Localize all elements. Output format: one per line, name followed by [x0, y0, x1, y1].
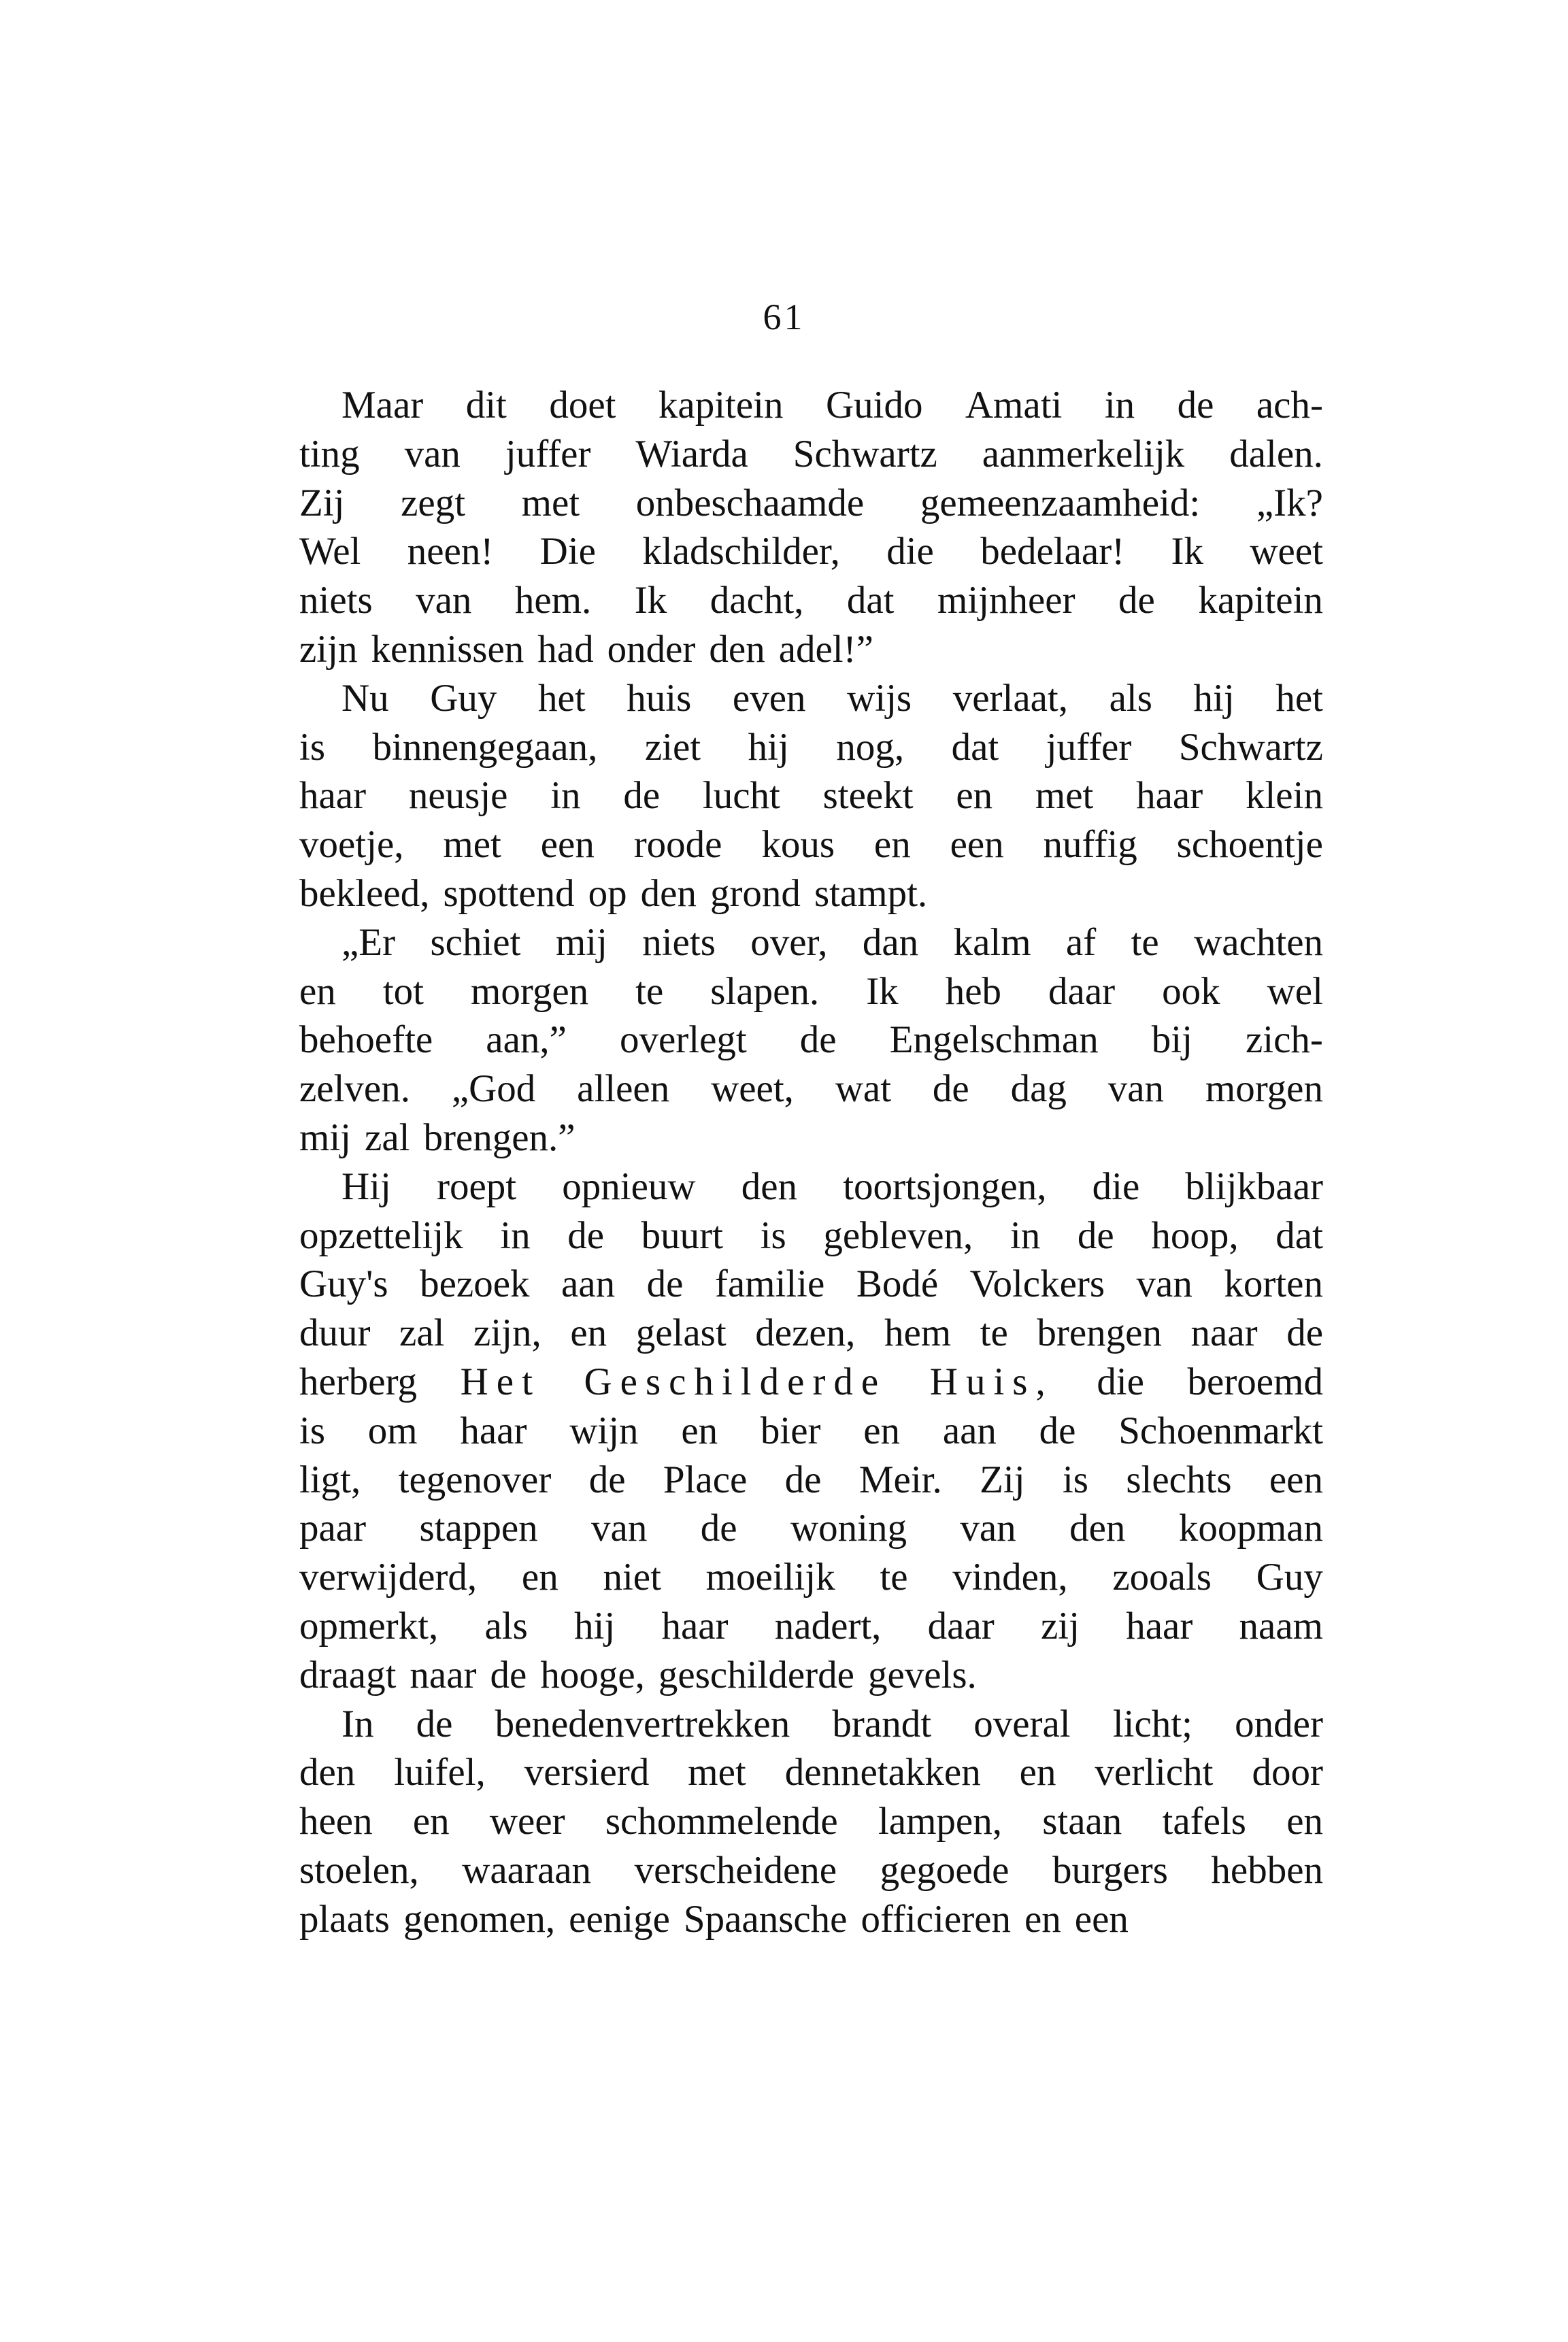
word: de: [784, 1458, 822, 1501]
word: Ik: [866, 969, 899, 1013]
word: en: [863, 1409, 901, 1452]
word: versierd: [524, 1751, 650, 1794]
word: Wel: [299, 530, 361, 573]
word: hoop,: [1151, 1214, 1239, 1257]
word: hooge,: [540, 1653, 645, 1696]
word: koopman: [1178, 1507, 1323, 1550]
word: met: [443, 823, 501, 867]
word: zooals: [1112, 1556, 1212, 1599]
word: Maar: [341, 384, 424, 426]
word: alleen: [577, 1067, 670, 1111]
word: niets: [299, 579, 373, 622]
word: Die: [539, 530, 596, 573]
text-line: [299, 1602, 1323, 1651]
word: hij: [748, 725, 789, 769]
word: bier: [760, 1409, 821, 1452]
word: burgers: [1052, 1848, 1168, 1892]
word: dat: [846, 579, 895, 622]
word: beroemd: [1187, 1360, 1323, 1403]
word: van: [416, 579, 472, 622]
word: Bodé: [856, 1262, 939, 1306]
word: de: [1286, 1311, 1323, 1355]
word: schoentje: [1176, 823, 1323, 867]
word: staan: [1042, 1800, 1122, 1843]
text-line: [299, 1358, 1323, 1407]
word: Het: [460, 1360, 541, 1403]
word: plaats: [299, 1897, 390, 1941]
word: is: [760, 1214, 786, 1257]
word: behoefte: [299, 1018, 433, 1062]
word: de: [416, 1702, 453, 1745]
word: nadert,: [774, 1604, 882, 1647]
word: en: [873, 823, 911, 867]
paragraph: [299, 1162, 1323, 1700]
word: de: [1118, 579, 1155, 622]
word: de: [646, 1262, 684, 1306]
word: en: [1286, 1800, 1323, 1843]
word: waaraan: [462, 1848, 592, 1892]
word: onder: [607, 627, 696, 671]
text-line: [299, 723, 1323, 772]
word: Ik: [634, 579, 667, 622]
word: den: [640, 871, 697, 915]
word: doet: [549, 384, 616, 426]
word: een: [1269, 1458, 1323, 1501]
word: die: [1092, 1165, 1140, 1208]
word: en: [299, 969, 336, 1013]
word: de: [567, 1214, 605, 1257]
word: bekleed,: [299, 871, 430, 915]
word: dan: [862, 920, 919, 964]
word: van: [404, 432, 461, 475]
text-line: [299, 869, 1323, 918]
word: voetje,: [299, 823, 404, 867]
word: herberg: [299, 1360, 418, 1403]
word: met: [521, 481, 580, 524]
word: door: [1252, 1751, 1323, 1794]
word: daar: [1048, 969, 1116, 1013]
word: hebben: [1211, 1848, 1323, 1892]
word: weet: [1250, 530, 1323, 573]
word: gegoede: [880, 1848, 1010, 1892]
word: bedelaar!: [980, 530, 1125, 573]
word: brandt: [832, 1702, 932, 1745]
word: genomen,: [403, 1897, 556, 1941]
word: den: [1069, 1507, 1126, 1550]
word: onder: [1235, 1702, 1323, 1745]
word: gebleven,: [823, 1214, 973, 1257]
word: ach-: [1256, 384, 1323, 426]
word: den: [741, 1165, 798, 1208]
text-line: [299, 1504, 1323, 1553]
word: neusje: [408, 774, 508, 818]
word: de: [1077, 1214, 1114, 1257]
word: duur: [299, 1311, 371, 1355]
text-line: [299, 1651, 1323, 1700]
word: hem: [884, 1311, 952, 1355]
word: In: [341, 1702, 374, 1745]
word: en: [521, 1556, 558, 1599]
word: heb: [945, 969, 1001, 1013]
word: morgen: [1205, 1067, 1323, 1111]
word: dalen.: [1229, 432, 1323, 475]
page-number: 61: [763, 297, 805, 337]
word: buurt: [641, 1214, 723, 1257]
word: bezoek: [420, 1262, 530, 1306]
text-line: [299, 1309, 1323, 1358]
text-line: [299, 1260, 1323, 1309]
text-line: [299, 1211, 1323, 1260]
word: wachten: [1194, 920, 1323, 964]
word: steekt: [822, 774, 914, 818]
word: Guy's: [299, 1262, 388, 1306]
word: Guy: [1256, 1556, 1323, 1599]
word: Engelschman: [889, 1018, 1099, 1062]
word: zijn: [299, 627, 358, 671]
word: wel: [1267, 969, 1323, 1013]
word: blijkbaar: [1185, 1165, 1323, 1208]
word: geschilderde: [658, 1653, 854, 1696]
paragraph: [299, 674, 1323, 918]
word: niets: [642, 920, 716, 964]
text-line: [299, 1016, 1323, 1065]
word: en: [681, 1409, 718, 1452]
word: spottend: [443, 871, 575, 915]
text-line: [299, 1797, 1323, 1846]
text-line: [299, 576, 1323, 625]
word: is: [1062, 1458, 1088, 1501]
word: ting: [299, 432, 360, 475]
word: af: [1065, 920, 1097, 964]
word: om: [367, 1409, 418, 1452]
word: hem.: [514, 579, 592, 622]
word: te: [635, 969, 664, 1013]
word: dezen,: [755, 1311, 856, 1355]
text-line: [299, 1748, 1323, 1797]
word: op: [588, 871, 627, 915]
word: vinden,: [952, 1556, 1068, 1599]
word: de: [799, 1018, 837, 1062]
word: eenige: [569, 1897, 670, 1941]
word: opmerkt,: [299, 1604, 439, 1647]
word: te: [980, 1311, 1008, 1355]
word: aanmerkelijk: [982, 432, 1185, 475]
word: gemeenzaamheid:: [920, 481, 1201, 524]
word: schommelende: [605, 1800, 838, 1843]
word: aan: [561, 1262, 616, 1306]
word: in: [550, 774, 581, 818]
word: draagt: [299, 1653, 397, 1696]
word: roode: [633, 823, 722, 867]
word: wat: [835, 1067, 892, 1111]
word: stappen: [419, 1507, 538, 1550]
word: is: [299, 1409, 326, 1452]
word: en: [1019, 1751, 1056, 1794]
word: dat: [1275, 1214, 1323, 1257]
word: Zij: [980, 1458, 1025, 1501]
word: Huis,: [929, 1360, 1054, 1403]
word: „God: [451, 1067, 536, 1111]
word: binnengegaan,: [372, 725, 598, 769]
word: morgen: [471, 969, 589, 1013]
word: haar: [1136, 774, 1203, 818]
word: juffer: [505, 432, 591, 475]
text-line: [299, 1065, 1323, 1114]
word: licht;: [1112, 1702, 1192, 1745]
word: luifel,: [394, 1751, 486, 1794]
word: toortsjongen,: [843, 1165, 1047, 1208]
word: is: [299, 725, 326, 769]
word: de: [588, 1458, 626, 1501]
word: de: [1039, 1409, 1076, 1452]
word: huis: [627, 676, 692, 720]
text-line: [299, 479, 1323, 528]
word: officieren: [861, 1897, 1011, 1941]
word: dat: [951, 725, 999, 769]
word: die: [886, 530, 934, 573]
word: hij: [574, 1604, 616, 1647]
word: Spaansche: [683, 1897, 848, 1941]
word: familie: [714, 1262, 825, 1306]
word: Guy: [430, 676, 497, 720]
paragraph: [299, 381, 1323, 674]
text-line: [299, 1846, 1323, 1895]
word: Nu: [341, 676, 389, 720]
word: kalm: [953, 920, 1031, 964]
word: slechts: [1126, 1458, 1232, 1501]
word: Volckers: [969, 1262, 1105, 1306]
word: in: [500, 1214, 531, 1257]
word: naar: [410, 1653, 477, 1696]
word: een: [1074, 1897, 1129, 1941]
word: „Er: [341, 920, 396, 964]
word: benedenvertrekken: [495, 1702, 790, 1745]
word: de: [623, 774, 661, 818]
word: kennissen: [371, 627, 524, 671]
text-line: [299, 1114, 1323, 1162]
word: kapitein: [1198, 579, 1323, 622]
word: en: [956, 774, 993, 818]
word: schiet: [430, 920, 521, 964]
word: van: [1136, 1262, 1192, 1306]
word: den: [299, 1751, 356, 1794]
text-line: [299, 918, 1323, 967]
word: opnieuw: [562, 1165, 696, 1208]
word: kapitein: [658, 384, 784, 426]
word: roept: [437, 1165, 517, 1208]
paragraph: [299, 918, 1323, 1162]
word: als: [484, 1604, 528, 1647]
text-line: [299, 381, 1323, 430]
text-line: [299, 771, 1323, 820]
word: bij: [1151, 1018, 1192, 1062]
word: lampen,: [878, 1800, 1002, 1843]
word: juffer: [1046, 725, 1132, 769]
text-line: [299, 967, 1323, 1016]
word: opzettelijk: [299, 1214, 463, 1257]
word: Amati: [965, 384, 1063, 426]
word: mij: [299, 1116, 352, 1159]
word: weer: [489, 1800, 565, 1843]
word: de: [932, 1067, 969, 1111]
word: Wiarda: [635, 432, 748, 475]
word: zal: [365, 1116, 410, 1159]
word: overlegt: [619, 1018, 747, 1062]
word: zich-: [1246, 1018, 1323, 1062]
word: ligt,: [299, 1458, 361, 1501]
word: naam: [1239, 1604, 1323, 1647]
word: die: [1097, 1360, 1144, 1403]
word: gevels.: [867, 1653, 977, 1696]
word: het: [538, 676, 586, 720]
word: mij: [555, 920, 607, 964]
text-line: [299, 1895, 1323, 1944]
word: Geschilderde: [584, 1360, 887, 1403]
word: een: [540, 823, 595, 867]
word: niet: [603, 1556, 661, 1599]
word: zijn,: [473, 1311, 541, 1355]
word: paar: [299, 1507, 367, 1550]
word: van: [960, 1507, 1016, 1550]
word: ook: [1162, 969, 1220, 1013]
word: nuffig: [1043, 823, 1137, 867]
paragraph: [299, 1700, 1323, 1944]
word: moeilijk: [705, 1556, 835, 1599]
word: Schoenmarkt: [1118, 1409, 1323, 1452]
word: dennetakken: [784, 1751, 981, 1794]
word: daar: [927, 1604, 995, 1647]
word: stampt.: [814, 871, 928, 915]
text-line: [299, 1162, 1323, 1211]
word: tafels: [1162, 1800, 1246, 1843]
word: verwijderd,: [299, 1556, 478, 1599]
word: kous: [761, 823, 835, 867]
word: haar: [299, 774, 367, 818]
word: brengen.”: [423, 1116, 576, 1159]
word: Ik: [1171, 530, 1204, 573]
word: Zij: [299, 481, 345, 524]
text-line: [299, 1700, 1323, 1749]
word: de: [490, 1653, 527, 1696]
word: aan: [942, 1409, 997, 1452]
word: in: [1010, 1214, 1041, 1257]
word: in: [1104, 384, 1135, 426]
word: Schwartz: [1178, 725, 1323, 769]
word: en: [412, 1800, 450, 1843]
word: Place: [663, 1458, 748, 1501]
word: verlaat,: [952, 676, 1069, 720]
word: zelven.: [299, 1067, 410, 1111]
word: woning: [790, 1507, 907, 1550]
word: als: [1109, 676, 1152, 720]
text-line: [299, 625, 1323, 674]
word: weet,: [711, 1067, 794, 1111]
text-line: [299, 1553, 1323, 1602]
text-line: [299, 820, 1323, 869]
word: Schwartz: [793, 432, 937, 475]
word: dit: [465, 384, 507, 426]
word: den: [709, 627, 765, 671]
word: „Ik?: [1256, 481, 1323, 524]
word: verlicht: [1095, 1751, 1214, 1794]
word: een: [950, 823, 1004, 867]
word: over,: [750, 920, 828, 964]
word: klein: [1245, 774, 1323, 818]
word: wijs: [847, 676, 912, 720]
text-line: [299, 430, 1323, 479]
word: naar: [1190, 1311, 1258, 1355]
word: dacht,: [710, 579, 804, 622]
word: van: [1107, 1067, 1165, 1111]
text-line: [299, 1407, 1323, 1456]
word: zegt: [401, 481, 466, 524]
word: het: [1275, 676, 1323, 720]
word: hij: [1193, 676, 1235, 720]
word: van: [591, 1507, 648, 1550]
word: onbeschaamde: [635, 481, 865, 524]
word: met: [1035, 774, 1094, 818]
word: te: [880, 1556, 908, 1599]
word: grond: [710, 871, 801, 915]
word: Guido: [825, 384, 923, 426]
word: korten: [1224, 1262, 1323, 1306]
word: verscheidene: [634, 1848, 837, 1892]
word: haar: [661, 1604, 729, 1647]
word: adel!”: [778, 627, 873, 671]
word: tegenover: [398, 1458, 552, 1501]
word: even: [732, 676, 806, 720]
word: te: [1131, 920, 1159, 964]
word: tot: [382, 969, 424, 1013]
text-line: [299, 527, 1323, 576]
text-line: [299, 1456, 1323, 1505]
word: de: [700, 1507, 737, 1550]
word: stoelen,: [299, 1848, 419, 1892]
word: en: [570, 1311, 607, 1355]
text-line: [299, 674, 1323, 723]
word: zal: [399, 1311, 445, 1355]
word: met: [688, 1751, 746, 1794]
word: dag: [1010, 1067, 1067, 1111]
word: haar: [1126, 1604, 1193, 1647]
word: lucht: [702, 774, 780, 818]
body-text: [299, 381, 1323, 1944]
word: nog,: [836, 725, 905, 769]
word: de: [1177, 384, 1214, 426]
word: haar: [460, 1409, 527, 1452]
word: slapen.: [710, 969, 820, 1013]
word: Meir.: [858, 1458, 942, 1501]
word: overal: [973, 1702, 1071, 1745]
word: wijn: [569, 1409, 639, 1452]
word: aan,”: [486, 1018, 567, 1062]
word: zij: [1041, 1604, 1080, 1647]
word: mijnheer: [937, 579, 1075, 622]
word: Hij: [341, 1165, 391, 1208]
word: brengen: [1037, 1311, 1162, 1355]
word: en: [1024, 1897, 1061, 1941]
word: had: [537, 627, 594, 671]
word: heen: [299, 1800, 373, 1843]
word: neen!: [407, 530, 494, 573]
word: kladschilder,: [642, 530, 840, 573]
word: ziet: [644, 725, 701, 769]
word: gelast: [635, 1311, 727, 1355]
